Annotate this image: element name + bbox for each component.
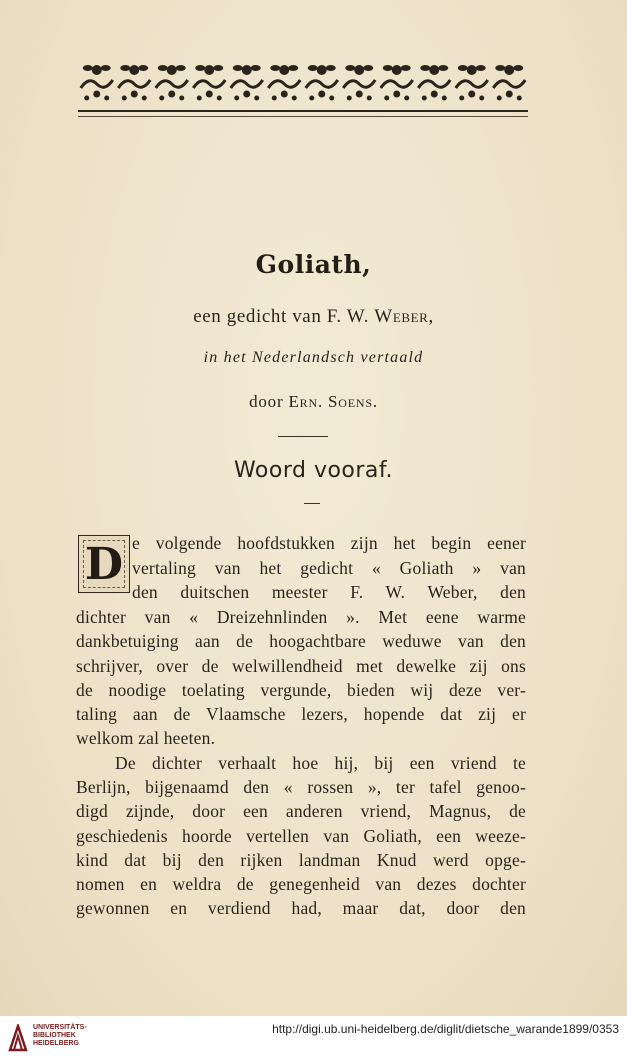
author-name: Weber, [374, 306, 434, 327]
body-line: digd zijnde, door een anderen vriend, Magnus, de [76, 801, 526, 821]
ornament-motif [231, 65, 263, 101]
poem-title: Goliath, [255, 250, 372, 279]
translator-name: Ern. Soens. [288, 392, 378, 411]
section-heading: Woord vooraf. [233, 458, 394, 483]
library-logo-text-line: UNIVERSITÄTS- [33, 1024, 87, 1031]
body-line: den duitschen meester F. W. Weber, den [132, 582, 526, 602]
body-line: schrijver, over de welwillendheid met dewelke zij ons [76, 656, 526, 676]
ornament-motif [343, 65, 375, 101]
body-line: vertaling van het gedicht « Goliath » van [132, 558, 526, 578]
body-line: kind dat bij den rijken landman Knud werd opge- [76, 850, 526, 870]
ornament-motif [493, 65, 525, 101]
source-url-link[interactable]: http://digi.ub.uni-heidelberg.de/diglit/dietsche_warande1899/0353 [272, 1022, 619, 1036]
library-logo-text-line: HEIDELBERG [33, 1040, 79, 1047]
ornament-motif [118, 65, 150, 101]
ornament-motif [381, 65, 413, 101]
body-line: De dichter verhaalt hoe hij, bij een vriend te [115, 753, 526, 773]
library-logo-icon [8, 1024, 28, 1052]
body-line: dichter van « Dreizehnlinden ». Met eene warme [76, 607, 526, 627]
heading-divider [304, 503, 320, 504]
library-logo-text-line: BIBLIOTHEK [33, 1032, 76, 1039]
ornament-motif [418, 65, 450, 101]
section-divider [278, 436, 328, 437]
body-line: dankbetuiging aan de hoogachtbare weduwe van den [76, 631, 526, 651]
body-line: gewonnen en verdiend had, maar dat, door den [76, 898, 526, 918]
drop-cap-initial: D [78, 535, 130, 593]
ornament-motif [456, 65, 488, 101]
ornament-motif [193, 65, 225, 101]
body-line: geschiedenis hoorde vertellen van Goliath, een weeze- [76, 826, 526, 846]
body-line: taling aan de Vlaamsche lezers, hopende dat zij er [76, 704, 526, 724]
ornament-rule [78, 110, 528, 117]
translator-byline [0, 392, 627, 412]
library-logo-text [33, 1024, 87, 1048]
ornament-motif [306, 65, 338, 101]
body-line: e volgende hoofdstukken zijn het begin eener [132, 533, 526, 553]
ornament-motif [81, 65, 113, 101]
byline-prefix: door [249, 392, 289, 411]
subtitle-prefix: een gedicht van F. W. [193, 306, 375, 327]
ornament-motif [156, 65, 188, 101]
body-line: welkom zal heeten. [76, 728, 216, 748]
translation-note: in het Nederlandsch vertaald [203, 349, 424, 366]
subtitle [0, 306, 627, 328]
body-line: nomen en weldra de genegenheid van dezes dochter [76, 874, 526, 894]
ornament-motif [268, 65, 300, 101]
body-line: Berlijn, bijgenaamd den « rossen », ter tafel genoo- [76, 777, 526, 797]
decorative-header-ornament [78, 58, 528, 104]
body-line: de noodige toelating vergunde, bieden wij deze ver- [76, 680, 526, 700]
